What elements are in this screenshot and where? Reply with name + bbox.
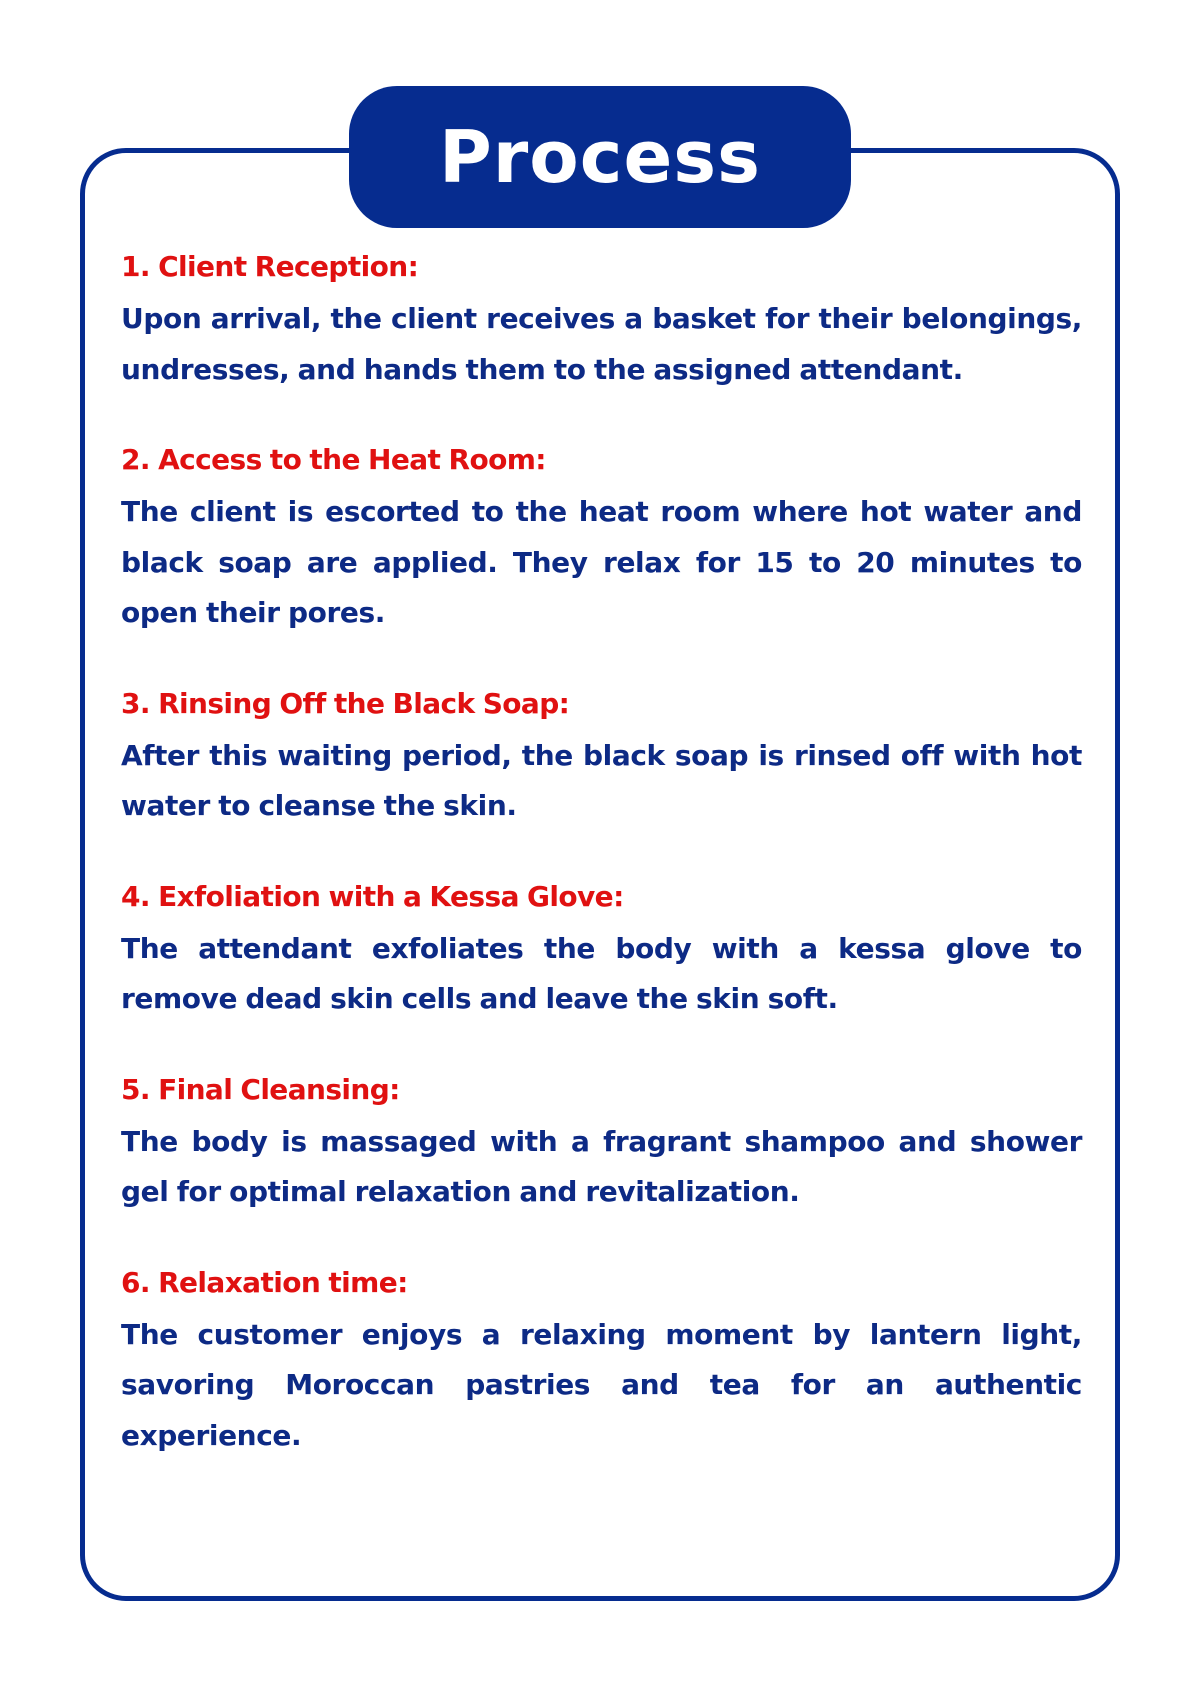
step-item-3 xyxy=(121,685,1082,832)
step-heading: 3. Rinsing Off the Black Soap: xyxy=(121,686,570,720)
step-description: The attendant exfoliates the body with a kessa glove to remove dead skin cells and leave the skin soft. xyxy=(121,931,1082,1015)
step-item-4 xyxy=(121,878,1082,1025)
step-description: The body is massaged with a fragrant shampoo and shower gel for optimal relaxation and revitalization. xyxy=(121,1124,1082,1208)
page-title: Process xyxy=(349,86,851,228)
step-description: After this waiting period, the black soap is rinsed off with hot water to cleanse the skin. xyxy=(121,738,1082,822)
step-description: Upon arrival, the client receives a basket for their belongings, undresses, and hands them to the assigned attendant. xyxy=(121,302,1082,386)
step-description: The customer enjoys a relaxing moment by lantern light, savoring Moroccan pastries and tea for an authentic experience. xyxy=(121,1317,1082,1452)
step-item-1 xyxy=(121,248,1082,395)
step-heading: 1. Client Reception: xyxy=(121,250,419,283)
step-item-6 xyxy=(121,1264,1082,1462)
step-heading: 6. Relaxation time: xyxy=(121,1265,408,1299)
process-steps-list xyxy=(121,248,1082,1507)
step-heading: 5. Final Cleansing: xyxy=(121,1072,400,1106)
step-heading: 2. Access to the Heat Room: xyxy=(121,443,546,476)
step-description: The client is escorted to the heat room where hot water and black soap are applied. They relax for 15 to 20 minutes to open their pores. xyxy=(121,495,1082,629)
step-item-2 xyxy=(121,441,1082,639)
step-heading: 4. Exfoliation with a Kessa Glove: xyxy=(121,879,624,913)
step-item-5 xyxy=(121,1071,1082,1218)
